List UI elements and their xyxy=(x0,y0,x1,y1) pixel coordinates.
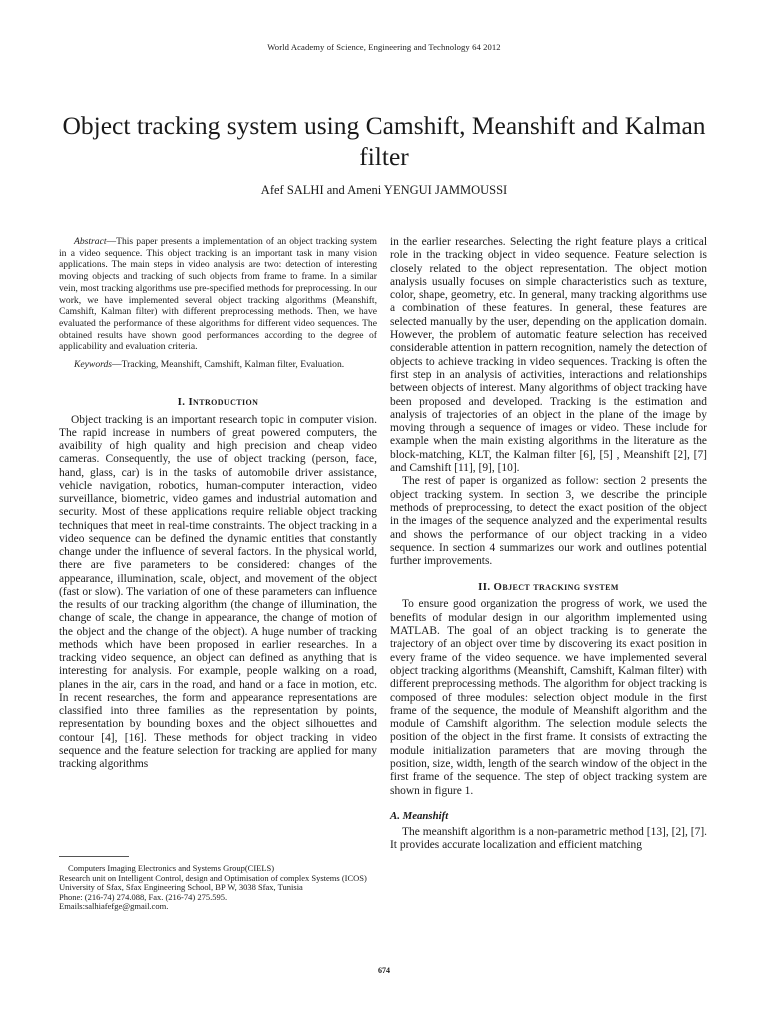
footnote-line: Phone: (216-74) 274.088, Fax. (216-74) 275.595. xyxy=(59,891,228,902)
paper-authors: Afef SALHI and Ameni YENGUI JAMMOUSSI xyxy=(260,183,508,197)
abstract xyxy=(59,236,377,353)
journal-header: World Academy of Science, Engineering and Technology 64 2012 xyxy=(267,42,501,52)
introduction-continuation: in the earlier researches. Selecting the right feature plays a critical role in the tracking object in video sequence. Feature selection is closely related to the object representation. The object motion analysis usually focuses on simple characteristics such as texture, color, shape, geometry, etc. In general, many tracking algorithms use a combination of these features. In general, these features are selected manually by the user, depending on the application domain. However, the problem of automatic feature selection has received considerable attention in pattern recognition, namely the detection of objects to achieve tracking in video sequences. Tracking is often the first step in an analysis of activities, interactions and relationships between objects of interest. Many algorithms of object tracking have been proposed and developed. Tracking is the estimation and analysis of trajectories of an object in the plane of the image by moving through a sequence of images or video. These include for example when the main existing algorithms in the literature as the block-matching, KLT, the Kalman filter [6], [5] , Meanshift [2], [7] and Camshift [11], [9], [10]. xyxy=(390,236,707,475)
affiliation-footnote xyxy=(59,864,377,912)
keywords xyxy=(59,359,377,371)
introduction-paragraph-2: The rest of paper is organized as follow: section 2 presents the object tracking system. In section 3, we describe the principle methods of preprocessing, to detect the exact position of the object in the images of the sequence analyzed and the experimental results and shows the performance of our object tracking in a video sequence. In section 4 summarizes our work and outlines potential further improvements. xyxy=(390,475,707,568)
footnote-divider xyxy=(59,856,129,857)
abstract-label: Abstract xyxy=(74,236,107,247)
subsection-heading-meanshift: A. Meanshift xyxy=(390,809,449,822)
abstract-text: —This paper presents a implementation of an object tracking system in a video sequence. This object tracking is an important task in many vision applications. The main steps in video analysis are two: detection of interesting moving objects and tracking of such objects from frame to frame. In a similar vein, most tracking algorithms use pre-specified methods for preprocessing. In our work, we have implemented several object tracking algorithms (Meanshift, Camshift, Kalman filter) with different preprocessing methods. Then, we have evaluated the performance of these algorithms for different video sequences. The obtained results have shown good performances according to the degree of applicability and evaluation criteria. xyxy=(59,236,377,353)
introduction-body xyxy=(59,414,377,772)
section-heading-introduction: I. Introduction xyxy=(177,395,259,408)
footnote-line: University of Sfax, Sfax Engineering School, BP W, 3038 Sfax, Tunisia xyxy=(59,882,303,893)
keywords-text: —Tracking, Meanshift, Camshift, Kalman filter, Evaluation. xyxy=(112,359,345,371)
meanshift-paragraph: The meanshift algorithm is a non-parametric method [13], [2], [7]. It provides accurate localization and efficient matching xyxy=(390,825,707,852)
left-column xyxy=(59,236,377,771)
introduction-paragraph: Object tracking is an important research topic in computer vision. The rapid increase in numbers of great powered computers, the avaibility of high quality and high precision and cheap video cameras. Consequently, the use of object tracking (person, face, hand, glass, car) is in the tasks of automobile driver assistance, vehicle navigation, robotics, human-computer interaction, video surveillance, biometric, video games and industrial automation and security. Most of these applications require reliable object tracking techniques that meet in real-time constraints. The object tracking in a video sequence can be defined the dynamic entities that constantly change under the influence of several factors. In the physical world, there are five parameters to be considered: changes of the appearance, illumination, scale, object, and movement of the object (fast or slow). The variation of one of these parameters can influence the results of our tracking algorithm (the change of illumination, the change of scale, the change in appearance, the change of motion of the object and the change of the object). A huge number of tracking methods which have been proposed in earlier researches. In a tracking video sequence, an object can defined as anything that is interesting for analysis. For example, people walking on a road, planes in the air, cars in the road, and hand or a face in motion, etc. In recent researches, the form and appearance representations are classified into three families as the representation by points, representation by bounding boxes and the object silhouettes and contour [4], [16]. These methods for object tracking in video sequence and the feature selection for tracking are applied for many tracking algorithms xyxy=(59,413,377,771)
paper-title: Object tracking system using Camshift, Meanshift and Kalman filter xyxy=(62,111,706,171)
footnote-line: Computers Imaging Electronics and Systems Group(CIELS) xyxy=(68,863,275,873)
section-heading-object-tracking-system: II. Object tracking system xyxy=(478,581,619,594)
footnote-line: Emails:salhiafefge@gmail.com. xyxy=(59,901,169,912)
page-number: 674 xyxy=(378,966,390,975)
object-tracking-system-paragraph: To ensure good organization the progress of work, we used the benefits of modular design in our algorithm implemented using MATLAB. The goal of an object tracking is to generate the trajectory of an object over time by discovering its exact position in every frame of the video sequence. we have implemented several object tracking algorithms (Meanshift, Camshift, Kalman filter) with different preprocessing methods. The algorithm for object tracking is composed of three modules: selection object module in the first frame of the sequence, the module of Meanshift algorithm and the module of Camshift algorithm. The selection module selects the position of the object in the first frame. It consists of extracting the module initialization parameters that are moving through the position, size, width, length of the search window of the object in the first frame of the sequence. The step of object tracking system are shown in figure 1. xyxy=(390,598,707,797)
right-column xyxy=(390,236,707,852)
keywords-label: Keywords xyxy=(74,359,113,371)
footnote-line: Research unit on Intelligent Control, design and Optimisation of complex Systems (ICOS) xyxy=(59,872,367,883)
